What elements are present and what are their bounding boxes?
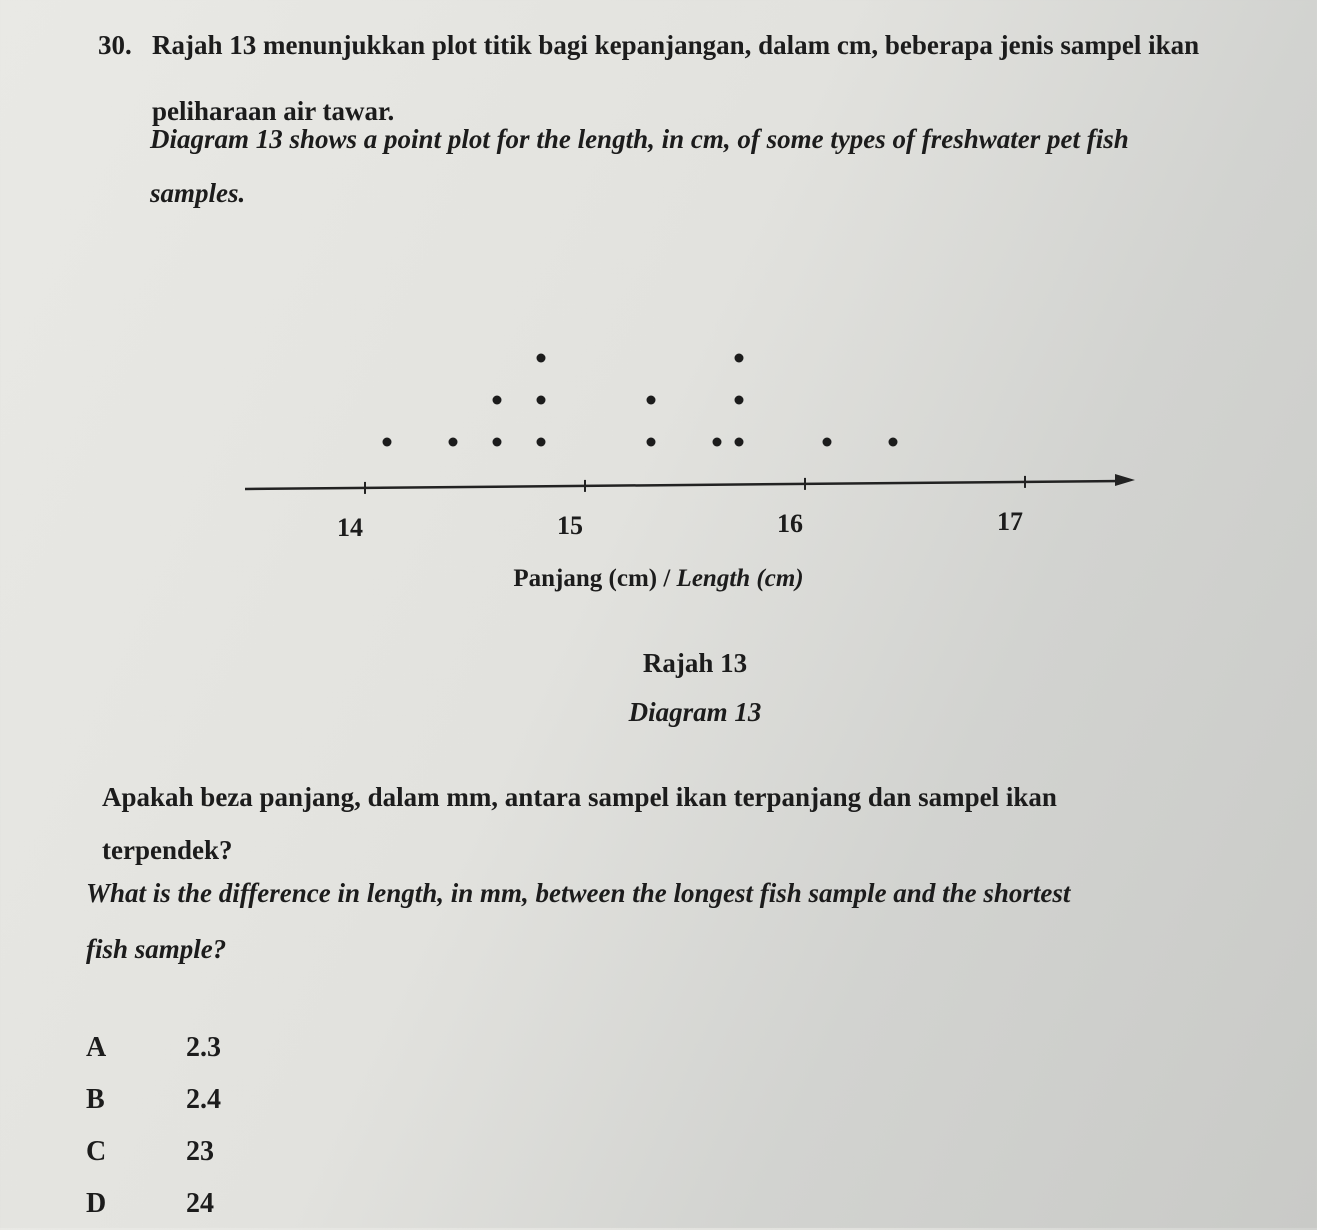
prompt-malay-line2: terpendek? (102, 835, 233, 865)
data-dot (537, 354, 546, 363)
option-c[interactable] (86, 1126, 221, 1178)
option-letter: C (86, 1136, 107, 1167)
option-letter: A (86, 1032, 107, 1063)
prompt-malay-line1: Apakah beza panjang, dalam mm, antara sampel ikan terpanjang dan sampel ikan (102, 782, 1057, 812)
data-dot (735, 438, 744, 447)
x-axis-title-english: Length (cm) (676, 565, 804, 592)
x-tick-label: 15 (557, 510, 583, 540)
x-tick-label: 16 (777, 508, 803, 538)
x-axis-title-malay: Panjang (cm) / (513, 565, 671, 592)
data-dot (493, 396, 502, 405)
question-english-line1: Diagram 13 shows a point plot for the length, in cm, of some types of freshwater pet fish (150, 124, 1129, 154)
option-letter: B (86, 1084, 105, 1115)
option-letter: D (86, 1188, 107, 1219)
data-dot (537, 438, 546, 447)
data-dot (735, 354, 744, 363)
prompt-english-line2: fish sample? (86, 934, 227, 964)
x-axis-line (245, 481, 1123, 489)
option-value: 2.3 (186, 1032, 221, 1063)
data-dot (735, 396, 744, 405)
option-b[interactable] (86, 1074, 221, 1126)
x-tick-label: 14 (337, 512, 363, 542)
data-dot (889, 438, 898, 447)
question-malay-line2: peliharaan air tawar. (152, 96, 395, 126)
data-dot (383, 438, 392, 447)
data-dot (537, 396, 546, 405)
option-value: 2.4 (186, 1084, 221, 1115)
data-dot (823, 438, 832, 447)
caption-english: Diagram 13 (628, 697, 762, 727)
caption-malay: Rajah 13 (642, 648, 748, 678)
data-dot (647, 396, 656, 405)
question-number: 30. (98, 30, 132, 60)
question-english-line2: samples. (150, 178, 246, 208)
answer-options (86, 1022, 221, 1230)
x-axis-title (0, 565, 1317, 593)
data-dot (713, 438, 722, 447)
x-tick-label: 17 (997, 506, 1023, 536)
prompt-english-line1: What is the difference in length, in mm, between the longest fish sample and the shortest (86, 878, 1071, 908)
option-a[interactable] (86, 1022, 221, 1074)
option-value: 24 (186, 1188, 214, 1219)
data-dot (647, 438, 656, 447)
x-axis-arrow (1115, 474, 1135, 486)
data-dot (493, 438, 502, 447)
question-malay-line1: Rajah 13 menunjukkan plot titik bagi kepanjangan, dalam cm, beberapa jenis sampel ikan (152, 30, 1200, 60)
option-value: 23 (186, 1136, 214, 1167)
option-d[interactable] (86, 1178, 221, 1230)
data-dot (449, 438, 458, 447)
